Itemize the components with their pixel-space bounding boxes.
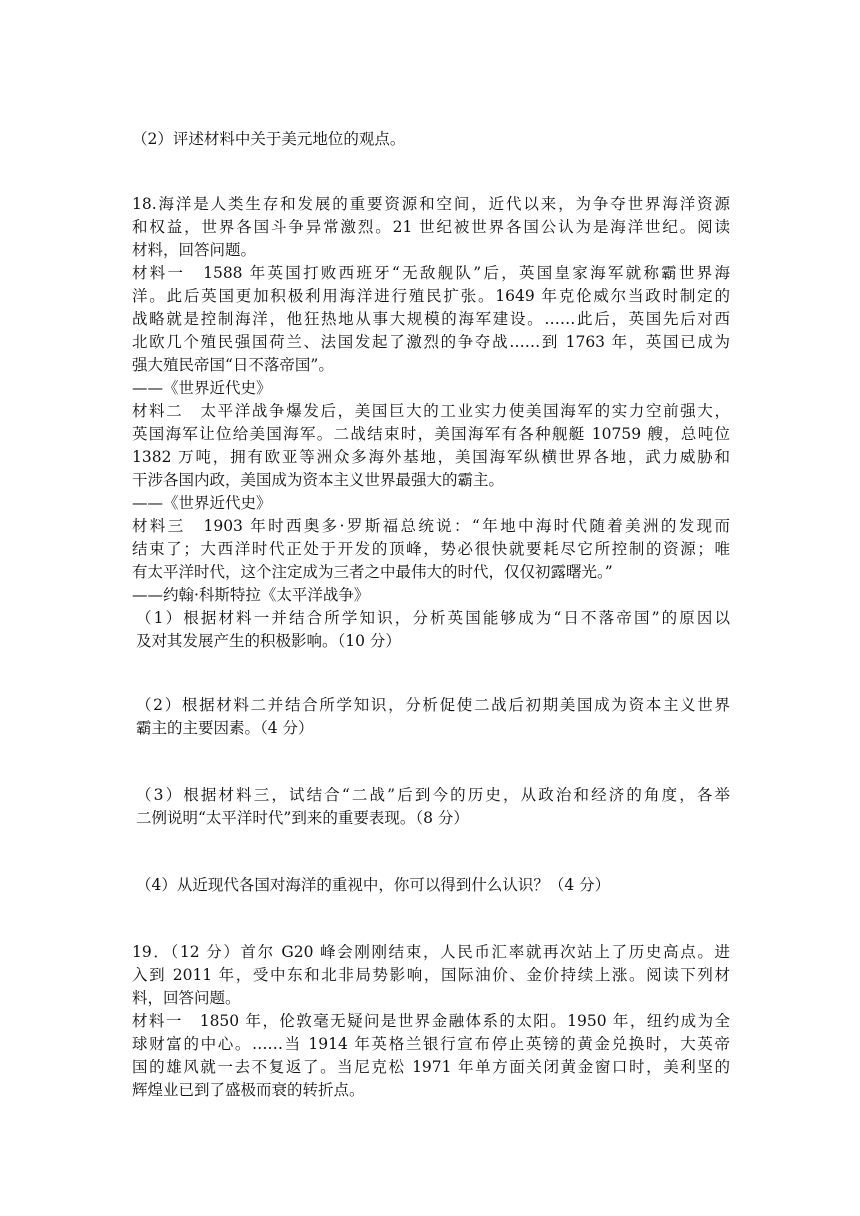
- q19-material1-line-4: 辉煌业已到了盛极而衰的转折点。: [132, 1081, 365, 1099]
- q18-material1-line-5: 强大殖民帝国“日不落帝国”。: [132, 356, 334, 374]
- q18-material1-line-2: 洋。此后英国更加积极利用海洋进行殖民扩张。1649 年克伦威尔当政时制定的: [132, 287, 730, 305]
- q17-question-2: （2）评述材料中关于美元地位的观点。: [132, 130, 406, 148]
- q18-question-1-line-1: （1）根据材料一并结合所学知识，分析英国能够成为“日不落帝国”的原因以: [136, 609, 730, 627]
- q18-material2-line-2: 英国海军让位给美国海军。二战结束时，美国海军有各种舰艇 10759 艘，总吨位: [132, 425, 730, 443]
- q18-question-2-line-1: （2）根据材料二并结合所学知识，分析促使二战后初期美国成为资本主义世界: [136, 696, 730, 714]
- q18-source-1: ——《世界近代史》: [132, 379, 272, 397]
- q18-question-1-line-2: 及对其发展产生的积极影响。（10 分）: [136, 632, 401, 650]
- q18-question-3-line-2: 二例说明“太平洋时代”到来的重要表现。（8 分）: [136, 809, 469, 827]
- q18-material1-line-3: 战略就是控制海洋，他狂热地从事大规模的海军建设。……此后，英国先后对西: [132, 310, 730, 328]
- q18-material2-line-4: 干涉各国内政，美国成为资本主义世界最强大的霸主。: [132, 471, 505, 489]
- q18-question-3-line-1: （3）根据材料三，试结合“二战”后到今的历史，从政治和经济的角度，各举: [136, 786, 730, 804]
- q18-material2-line-1: 材料二 太平洋战争爆发后，美国巨大的工业实力使美国海军的实力空前强大，: [132, 402, 730, 420]
- q19-intro-line-3: 料，回答问题。: [132, 989, 241, 1007]
- q19-material1-line-1: 材料一 1850 年，伦敦毫无疑问是世界金融体系的太阳。1950 年，纽约成为全: [132, 1012, 730, 1030]
- q18-question-2-line-2: 霸主的主要因素。（4 分）: [136, 719, 314, 737]
- q18-material1-line-4: 北欧几个殖民强国荷兰、法国发起了激烈的争夺战……到 1763 年，英国已成为: [132, 333, 730, 351]
- q18-material3-line-2: 结束了；大西洋时代正处于开发的顶峰，势必很快就要耗尽它所控制的资源；唯: [132, 540, 730, 558]
- q18-intro-line-2: 和权益，世界各国斗争异常激烈。21 世纪被世界各国公认为是海洋世纪。阅读: [132, 218, 730, 236]
- q18-intro-line-3: 材料，回答问题。: [132, 241, 257, 259]
- q18-material3-line-1: 材料三 1903 年时西奥多·罗斯福总统说：“年地中海时代随着美洲的发现而: [132, 517, 730, 535]
- q18-question-4: （4）从近现代各国对海洋的重视中，你可以得到什么认识？（4 分）: [136, 876, 611, 894]
- q19-intro-line-2: 入到 2011 年，受中东和北非局势影响，国际油价、金价持续上涨。阅读下列材: [132, 966, 730, 984]
- q18-material1-line-1: 材料一 1588 年英国打败西班牙“无敌舰队”后，英国皇家海军就称霸世界海: [132, 264, 730, 282]
- q18-intro-line-1: 18.海洋是人类生存和发展的重要资源和空间，近代以来，为争夺世界海洋资源: [132, 195, 730, 213]
- q18-source-2: ——《世界近代史》: [132, 494, 272, 512]
- q18-material3-line-3: 有太平洋时代，这个注定成为三者之中最伟大的时代，仅仅初露曙光。”: [132, 563, 613, 581]
- q18-material2-line-3: 1382 万吨，拥有欧亚等洲众多海外基地，美国海军纵横世界各地，武力威胁和: [132, 448, 730, 466]
- q19-intro-line-1: 19．（12 分）首尔 G20 峰会刚刚结束，人民币汇率就再次站上了历史高点。进: [132, 943, 730, 961]
- q19-material1-line-2: 球财富的中心。……当 1914 年英格兰银行宣布停止英镑的黄金兑换时，大英帝: [132, 1035, 730, 1053]
- q18-source-3: ——约翰·科斯特拉《太平洋战争》: [132, 586, 370, 604]
- q19-material1-line-3: 国的雄风就一去不复返了。当尼克松 1971 年单方面关闭黄金窗口时，美利坚的: [132, 1058, 730, 1076]
